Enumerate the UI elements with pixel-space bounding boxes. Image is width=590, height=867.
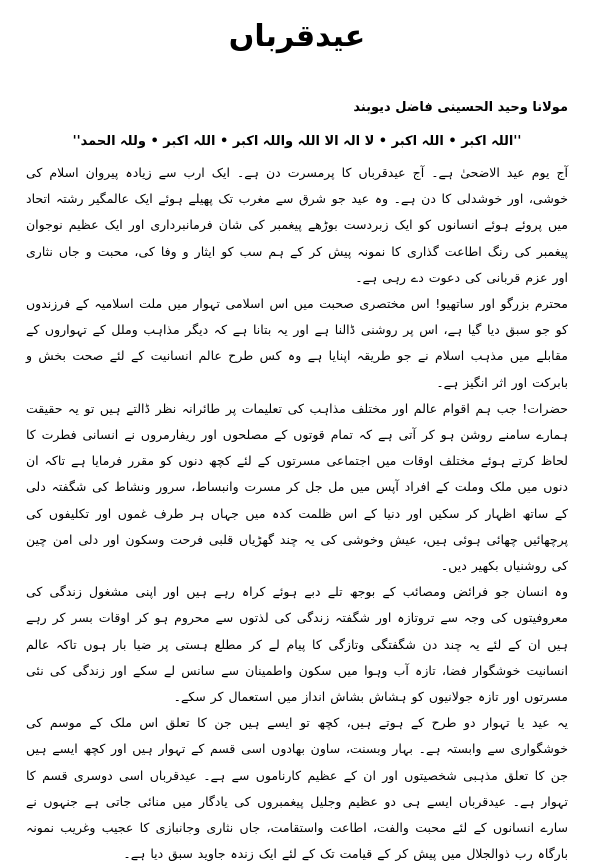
paragraph-5: یہ عید یا تہوار دو طرح کے ہوتے ہیں، کچھ تو ایسے ہیں جن کا تعلق اس ملک کے موسم کی خوشگواری سے وابستہ ہے۔ بہار وبسنت، ساون بھادوں اسی قسم کے تہوار ہیں اور کچھ ایسے ہیں جن کا تعلق مذہبی شخصیتوں اور ان کے عظیم کارناموں سے ہے۔ عیدقرباں اسی دوسری قسم کا تہوار ہے۔ عیدقرباں ایسے ہی دو عظیم وجلیل پیغمبروں کی یادگار میں منائی جاتی ہے جنہوں نے سارے انسانوں کے لئے محبت والفت، اطاعت واستقامت، جاں نثاری وجانبازی کا عجیب وغریب نمونہ بارگاہ رب ذوالجلال میں پیش کر کے قیامت تک کے لئے ایک زندہ جاوید سبق دیا ہے۔ xyxy=(26,715,568,862)
paragraph-2: محترم بزرگو اور ساتھیو! اس مختصری صحبت میں اس اسلامی تہوار میں ملت اسلامیہ کے فرزندوں کو جو سبق دیا گیا ہے، اس پر روشنی ڈالنا ہے اور یہ بتانا ہے کہ دیگر مذاہب وملل کے تہواروں کے مقابلے میں مذہب اسلام نے جو طریقہ اپنایا ہے وہ کس طرح عالم انسانیت کے لئے صحت بخش و بابرکت اور اثر انگیز ہے۔ xyxy=(26,296,568,390)
paragraph-3: حضرات! جب ہم اقوام عالم اور مختلف مذاہب کی تعلیمات پر طائرانہ نظر ڈالتے ہیں تو یہ حقیقت ہمارے سامنے روشن ہو کر آتی ہے کہ تمام قوتوں کے مصلحوں اور ریفارمروں نے انسانی فطرت کا لحاظ کرتے ہوئے مختلف اوقات میں اجتماعی مسرتوں کے لئے کچھ دنوں کو مقرر فرمایا ہے تاکہ ان دنوں میں ملک وملت کے افراد آپس میں مل جل کر مسرت وانبساط، سرور ونشاط کی شگفتہ دلی کے ساتھ اظہار کر سکیں اور دنیا کے اس ظلمت کدہ میں جہاں ہر طرف غموں اور تکلیفوں کی پرچھائیں چھائی ہوئی ہیں، عیش وخوشی کی یہ چند گھڑیاں قلبی فرحت وسکون اور دلی امن چین کی روشنیاں بکھیر دیں۔ xyxy=(26,400,568,574)
article-title: عیدقرباں xyxy=(228,19,366,54)
author-name: مولانا وحید الحسینی فاضل دیوبند xyxy=(353,100,568,115)
paragraph-1: آج یوم عید الاضحیٰ ہے۔ آج عیدقرباں کا پرمسرت دن ہے۔ ایک ارب سے زیادہ پیروان اسلام کی خوشی، اور خوشدلی کا دن ہے۔ وہ عید جو شرق سے مغرب تک پھیلے ہوئے ایک عالمگیر رشتہ اتحاد میں پروئے ہوئے انسانوں کو ایک زبردست بوڑھے پیغمبر کی شان فرمانبرداری اور ایک عظیم نوجوان پیغمبر کی رنگ اطاعت گذاری کا نمونہ پیش کر کے ہم سب کو ایثار و وفا کی، محبت و جاں نثاری اور عزم قربانی کی دعوت دے رہی ہے۔ xyxy=(26,165,568,285)
takbir-line: ''اللہ اکبر • اللہ اکبر • لا الہ الا اللہ واللہ اکبر • اللہ اکبر • وللہ الحمد'' xyxy=(72,134,522,149)
paragraph-4: وہ انسان جو فرائض ومصائب کے بوجھ تلے دبے ہوئے کراہ رہے ہیں اور اپنی مشغول زندگی کی معروفیتوں کی وجہ سے تروتازہ اور شگفتہ زندگی کی لذتوں سے محروم ہو کر اوقات بسر کر رہے ہیں ان کے لئے یہ چند دن شگفتگی وتازگی کا پیام لے کر مطلع ہستی پر ضیا بار ہوں تاکہ عالم انسانیت خوشگوار فضا، تازہ آب وہوا میں سکون واطمینان سے سانس لے سکے اور زندگی کی نئی مسرتوں اور تازہ جولانیوں کو ہشاش بشاش انداز میں استعمال کر سکے۔ xyxy=(26,584,568,705)
